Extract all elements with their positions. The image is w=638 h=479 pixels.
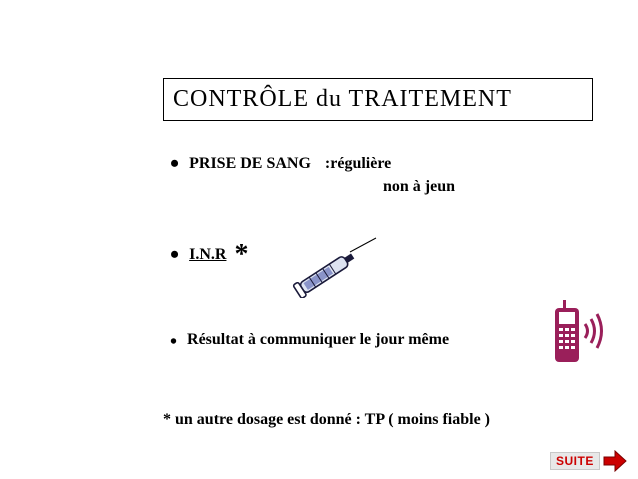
bullet-resultat	[170, 330, 450, 353]
resultat-label: Résultat à communiquer le jour même	[187, 331, 450, 348]
suite-label: SUITE	[550, 452, 600, 470]
syringe-icon	[290, 236, 380, 298]
bullet-prise-de-sang	[170, 149, 392, 178]
suite-button[interactable]	[550, 450, 627, 472]
slide-title: CONTRÔLE du TRAITEMENT	[163, 78, 593, 121]
arrow-right-icon	[603, 450, 627, 472]
prise-value-2: non à jeun	[383, 178, 456, 195]
inr-asterisk: *	[234, 239, 249, 270]
prise-label: PRISE DE SANG	[189, 155, 311, 172]
bullet-inr	[170, 235, 249, 270]
inr-label: I.N.R	[189, 246, 227, 263]
prise-value-1: :régulière	[324, 155, 392, 172]
bullet-dot: •	[170, 149, 180, 178]
bullet-dot: •	[170, 331, 178, 353]
mobile-phone-icon	[553, 296, 609, 366]
footnote: * un autre dosage est donné : TP ( moins fiable )	[163, 411, 490, 428]
bullet-dot: •	[170, 240, 180, 269]
